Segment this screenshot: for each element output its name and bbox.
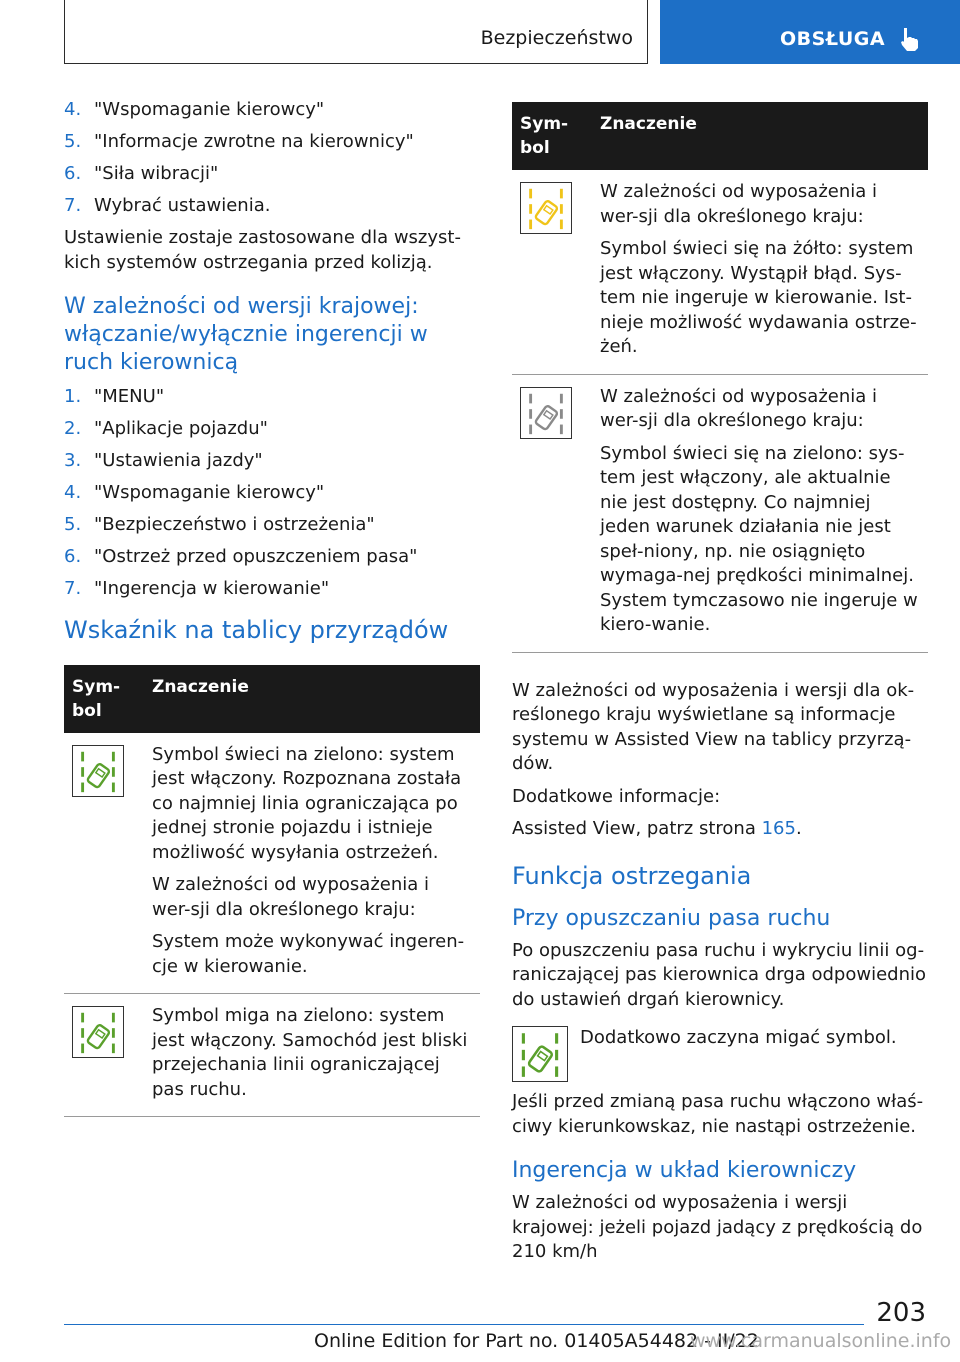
footer-divider [64,1324,864,1325]
header-chapter-title: OBSŁUGA [780,28,886,50]
heading-steering-intervention: Ingerencja w układ kierowniczy [512,1158,857,1183]
page-number: 203 [876,1298,926,1328]
table-row: Symbol miga na zielono: system jest włączony. Samochód jest bliski przejechania linii ograniczającej pas ruchu. [64,994,480,1117]
header-section-title: Bezpieczeństwo [480,27,633,49]
list-item: 7. Wybrać ustawienia. [64,195,271,216]
lane-departure-description: Po opuszczeniu pasa ruchu i wykryciu linii og-raniczającej pas kierownica drga odpowiednio do ustawień drgań kierownicy. [512,939,926,1010]
watermark: www.carmanualsonline.info [690,1330,952,1352]
settings-note: Ustawienie zostaje zastosowane dla wszyst-kich systemów ostrzegania przed kolizją. [64,227,461,273]
lane-departure-yellow-icon [520,182,572,234]
turn-signal-note: Jeśli przed zmianą pasa ruchu włączono właś-ciwy kierunkowskaz, nie nastąpi ostrzeżenie. [512,1091,924,1137]
steering-intervention-description: W zależności od wyposażenia i wersji krajowej: jeżeli pojazd jadący z prędkością do 210 km/h [512,1192,923,1262]
header-section-box [64,0,648,64]
table-header-symbol: Sym-bol [64,665,144,733]
table-header-meaning: Znaczenie [592,102,928,170]
list-item: 6. "Siła wibracji" [64,163,219,184]
right-column [512,102,928,1273]
header-chapter-tab[interactable] [660,0,960,64]
table-header-meaning: Znaczenie [144,665,480,733]
blink-symbol-note: Dodatkowo zaczyna migać symbol. [512,1026,928,1082]
steps-list-2 [64,385,480,602]
indicator-table-left [64,665,480,1118]
list-item: 3. "Ustawienia jazdy" [64,450,263,471]
heading-steering-intervention-toggle: W zależności od wersji krajowej: włączanie/wyłącznie ingerencji w ruch kierownicą [64,294,428,375]
pointing-hand-icon [898,26,920,52]
steps-list-1 [64,98,480,219]
list-item: 5. "Bezpieczeństwo i ostrzeżenia" [64,514,375,535]
lane-departure-green-icon [512,1026,568,1082]
assisted-view-reference: Assisted View, patrz strona 165. [512,818,802,839]
page-reference-link[interactable]: 165 [761,818,796,839]
heading-instrument-indicator: Wskaźnik na tablicy przyrządów [64,615,449,644]
additional-info-label: Dodatkowe informacje: [512,785,721,807]
footer-edition: Online Edition for Part no. 01405A54482 - II/22 [314,1330,759,1352]
assisted-view-info: W zależności od wyposażenia i wersji dla ok-reślonego kraju wyświetlane są informacje systemu w Assisted View na tablicy przyrzą-dów. [512,679,915,774]
lane-departure-green-icon [72,745,124,797]
heading-lane-departure: Przy opuszczaniu pasa ruchu [512,905,831,931]
table-row: W zależności od wyposażenia i wer-sji dla określonego kraju: Symbol świeci się na żółto: system jest włączony. Wystąpił błąd. Sys-tem nie ingeruje w kierowanie. Ist-nieje możliwość wydawania ostrze-żeń. [512,170,928,374]
table-header-symbol: Sym-bol [512,102,592,170]
list-item: 7. "Ingerencja w kierowanie" [64,578,330,599]
lane-departure-green-icon [72,1006,124,1058]
list-item: 5. "Informacje zwrotne na kierownicy" [64,131,414,152]
lane-departure-grey-icon [520,387,572,439]
list-item: 4. "Wspomaganie kierowcy" [64,482,325,503]
list-item: 1. "MENU" [64,386,165,407]
list-item: 2. "Aplikacje pojazdu" [64,418,268,439]
indicator-table-right [512,102,928,653]
left-column [64,98,480,1117]
table-row: Symbol świeci na zielono: system jest włączony. Rozpoznana została co najmniej linia ograniczająca po jednej stronie pojazdu i istnieje możliwość wysyłania ostrzeżeń. W zależności od wyposażenia i wer-sji dla określonego kraju: System może wykonywać ingeren-cje w kierowanie. [64,733,480,994]
list-item: 4. "Wspomaganie kierowcy" [64,99,325,120]
heading-warning-function: Funkcja ostrzegania [512,861,752,890]
table-row: W zależności od wyposażenia i wer-sji dla określonego kraju: Symbol świeci się na zielono: sys-tem jest włączony, ale aktualnie nie jest dostępny. Co najmniej jeden warunek działania nie jest speł-niony, np. nie osiągnięto wymaga-nej prędkości minimalnej. System tymczasowo nie ingeruje w kiero-wanie. [512,374,928,652]
list-item: 6. "Ostrzeż przed opuszczeniem pasa" [64,546,418,567]
